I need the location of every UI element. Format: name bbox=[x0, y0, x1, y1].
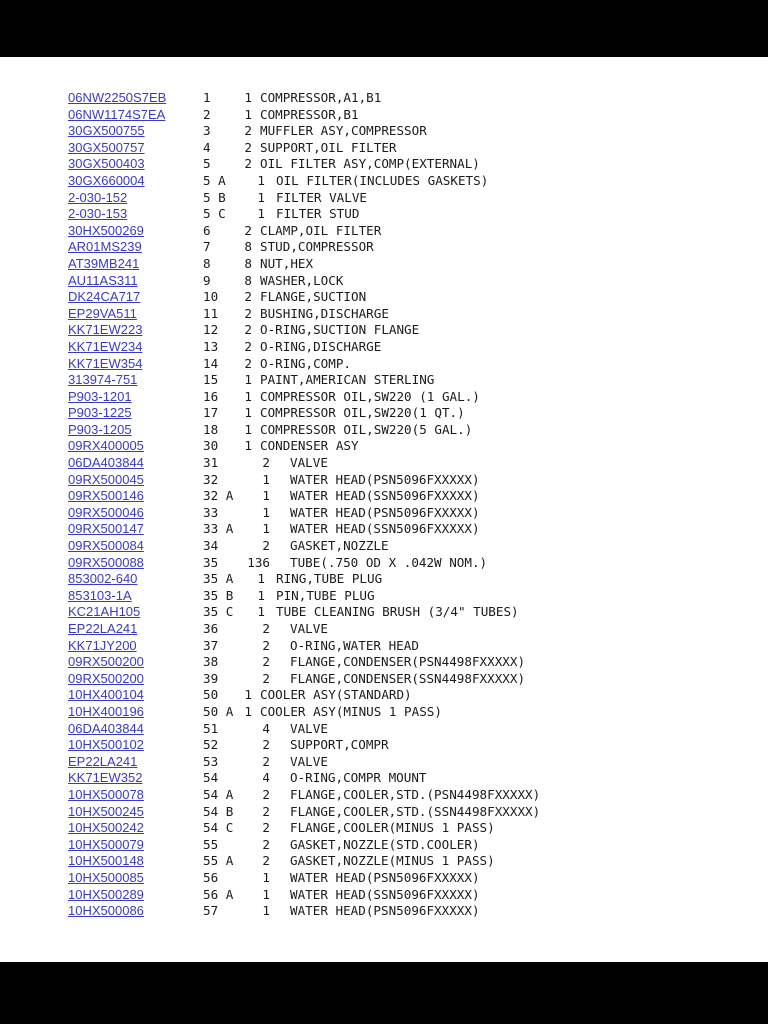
description: MUFFLER ASY,COMPRESSOR bbox=[260, 123, 427, 139]
table-row bbox=[68, 389, 768, 406]
part-number-link[interactable]: 10HX500289 bbox=[68, 886, 144, 902]
quantity: 1 bbox=[244, 90, 252, 105]
item-number: 39 bbox=[203, 670, 219, 686]
part-number-link[interactable]: AU11AS311 bbox=[68, 272, 138, 288]
quantity: 2 bbox=[244, 355, 252, 371]
item-number: 55 bbox=[203, 836, 219, 852]
quantity: 1 bbox=[244, 703, 252, 719]
quantity: 1 bbox=[244, 687, 252, 703]
description: VALVE bbox=[290, 753, 328, 769]
quantity: 2 bbox=[244, 123, 252, 139]
item-number: 6 bbox=[203, 222, 211, 238]
description: OIL FILTER(INCLUDES GASKETS) bbox=[276, 172, 489, 188]
description: RING,TUBE PLUG bbox=[276, 571, 383, 587]
table-row bbox=[68, 521, 768, 538]
description: WATER HEAD(SSN5096FXXXXX) bbox=[290, 521, 480, 537]
part-number-link[interactable]: 10HX500086 bbox=[68, 903, 144, 919]
quantity: 2 bbox=[262, 820, 270, 836]
table-row bbox=[68, 538, 768, 555]
description: FLANGE,COOLER(MINUS 1 PASS) bbox=[290, 820, 495, 836]
document-page bbox=[0, 57, 768, 962]
part-number-link[interactable]: 06DA403844 bbox=[68, 720, 144, 736]
part-number-link[interactable]: P903-1205 bbox=[68, 421, 132, 437]
part-number-link[interactable]: 10HX500079 bbox=[68, 836, 144, 852]
table-row bbox=[68, 638, 768, 655]
table-row bbox=[68, 687, 768, 704]
item-number: 32 bbox=[203, 471, 219, 487]
table-row bbox=[68, 455, 768, 472]
quantity: 8 bbox=[244, 239, 252, 255]
table-row bbox=[68, 704, 768, 721]
part-number-link[interactable]: 10HX500148 bbox=[68, 853, 144, 869]
description: FILTER VALVE bbox=[276, 189, 367, 205]
table-row bbox=[68, 604, 768, 621]
description: VALVE bbox=[290, 720, 328, 736]
part-number-link[interactable]: 2-030-152 bbox=[68, 189, 128, 205]
part-number-link[interactable]: EP22LA241 bbox=[68, 621, 138, 636]
part-number-link[interactable]: 09RX400005 bbox=[68, 438, 144, 454]
table-row bbox=[68, 156, 768, 173]
table-row bbox=[68, 339, 768, 356]
table-row bbox=[68, 422, 768, 439]
description: FILTER STUD bbox=[276, 206, 360, 222]
table-row bbox=[68, 123, 768, 140]
description: COMPRESSOR,A1,B1 bbox=[260, 90, 382, 105]
table-row bbox=[68, 555, 768, 572]
part-number-link[interactable]: EP22LA241 bbox=[68, 753, 138, 769]
table-row bbox=[68, 356, 768, 373]
quantity: 1 bbox=[262, 903, 270, 919]
description: VALVE bbox=[290, 621, 328, 636]
part-number-link[interactable]: DK24CA717 bbox=[68, 289, 141, 305]
table-row bbox=[68, 173, 768, 190]
quantity: 2 bbox=[262, 853, 270, 869]
part-number-link[interactable]: 10HX400104 bbox=[68, 687, 144, 703]
item-number: 37 bbox=[203, 637, 219, 653]
part-number-link[interactable]: 30GX660004 bbox=[68, 172, 145, 188]
table-row bbox=[68, 903, 768, 920]
description: COMPRESSOR,B1 bbox=[260, 106, 359, 122]
description: BUSHING,DISCHARGE bbox=[260, 305, 389, 321]
part-number-link[interactable]: EP29VA511 bbox=[68, 305, 137, 321]
quantity: 1 bbox=[244, 405, 252, 421]
description: WATER HEAD(PSN5096FXXXXX) bbox=[290, 471, 480, 487]
part-number-link[interactable]: 30HX500269 bbox=[68, 222, 144, 238]
item-number: 35 bbox=[203, 554, 219, 570]
part-number-link[interactable]: 313974-751 bbox=[68, 372, 138, 388]
item-number: 50 A bbox=[203, 703, 234, 719]
table-row bbox=[68, 737, 768, 754]
quantity: 1 bbox=[262, 471, 270, 487]
quantity: 2 bbox=[262, 654, 270, 670]
table-row bbox=[68, 372, 768, 389]
quantity: 1 bbox=[257, 604, 265, 620]
item-number: 31 bbox=[203, 455, 219, 471]
part-number-link[interactable]: 09RX500147 bbox=[68, 521, 144, 537]
table-row bbox=[68, 671, 768, 688]
description: OIL FILTER ASY,COMP(EXTERNAL) bbox=[260, 156, 480, 172]
part-number-link[interactable]: 10HX500085 bbox=[68, 869, 144, 885]
item-number: 4 bbox=[203, 139, 211, 155]
quantity: 2 bbox=[244, 156, 252, 172]
item-number: 9 bbox=[203, 272, 211, 288]
item-number: 33 bbox=[203, 504, 219, 520]
quantity: 2 bbox=[262, 670, 270, 686]
part-number-link[interactable]: 06NW2250S7EB bbox=[68, 90, 167, 105]
description: WATER HEAD(SSN5096FXXXXX) bbox=[290, 488, 480, 504]
item-number: 3 bbox=[203, 123, 211, 139]
quantity: 1 bbox=[257, 172, 265, 188]
description: FLANGE,CONDENSER(PSN4498FXXXXX) bbox=[290, 654, 526, 670]
quantity: 1 bbox=[244, 388, 252, 404]
item-number: 7 bbox=[203, 239, 211, 255]
part-number-link[interactable]: KC21AH105 bbox=[68, 604, 141, 620]
quantity: 1 bbox=[244, 372, 252, 388]
item-number: 36 bbox=[203, 621, 219, 636]
quantity: 2 bbox=[262, 836, 270, 852]
item-number: 17 bbox=[203, 405, 219, 421]
description: O-RING,DISCHARGE bbox=[260, 338, 382, 354]
description: VALVE bbox=[290, 455, 328, 471]
part-number-link[interactable]: 09RX500046 bbox=[68, 504, 144, 520]
table-row bbox=[68, 306, 768, 323]
description: GASKET,NOZZLE(MINUS 1 PASS) bbox=[290, 853, 495, 869]
item-number: 54 A bbox=[203, 786, 234, 802]
table-row bbox=[68, 787, 768, 804]
description: COOLER ASY(STANDARD) bbox=[260, 687, 412, 703]
description: O-RING,COMPR MOUNT bbox=[290, 770, 427, 786]
table-row bbox=[68, 405, 768, 422]
part-number-link[interactable]: KK71EW352 bbox=[68, 770, 143, 786]
part-number-link[interactable]: 30GX500757 bbox=[68, 139, 145, 155]
item-number: 1 bbox=[203, 90, 211, 105]
description: PAINT,AMERICAN STERLING bbox=[260, 372, 435, 388]
item-number: 12 bbox=[203, 322, 219, 338]
table-row bbox=[68, 223, 768, 240]
table-row bbox=[68, 239, 768, 256]
table-row bbox=[68, 887, 768, 904]
table-row bbox=[68, 621, 768, 638]
table-row bbox=[68, 588, 768, 605]
description: COMPRESSOR OIL,SW220(5 GAL.) bbox=[260, 421, 473, 437]
part-number-link[interactable]: 10HX500078 bbox=[68, 786, 144, 802]
item-number: 53 bbox=[203, 753, 219, 769]
quantity: 4 bbox=[262, 770, 270, 786]
table-row bbox=[68, 820, 768, 837]
description: GASKET,NOZZLE bbox=[290, 538, 389, 554]
description: FLANGE,COOLER,STD.(SSN4498FXXXXX) bbox=[290, 803, 541, 819]
quantity: 2 bbox=[262, 455, 270, 471]
description: COOLER ASY(MINUS 1 PASS) bbox=[260, 703, 442, 719]
table-row bbox=[68, 90, 768, 107]
part-number-link[interactable]: 10HX500102 bbox=[68, 737, 144, 753]
quantity: 1 bbox=[244, 106, 252, 122]
quantity: 1 bbox=[257, 206, 265, 222]
item-number: 8 bbox=[203, 255, 211, 271]
part-number-link[interactable]: 09RX500084 bbox=[68, 538, 144, 554]
table-row bbox=[68, 770, 768, 787]
quantity: 1 bbox=[244, 421, 252, 437]
item-number: 10 bbox=[203, 289, 219, 305]
part-number-link[interactable]: 06DA403844 bbox=[68, 455, 144, 471]
description: PIN,TUBE PLUG bbox=[276, 587, 375, 603]
description: STUD,COMPRESSOR bbox=[260, 239, 374, 255]
quantity: 2 bbox=[244, 305, 252, 321]
part-number-link[interactable]: 10HX500245 bbox=[68, 803, 144, 819]
description: GASKET,NOZZLE(STD.COOLER) bbox=[290, 836, 480, 852]
item-number: 14 bbox=[203, 355, 219, 371]
part-number-link[interactable]: 10HX400196 bbox=[68, 703, 144, 719]
item-number: 11 bbox=[203, 305, 219, 321]
item-number: 16 bbox=[203, 388, 219, 404]
table-row bbox=[68, 107, 768, 124]
quantity: 1 bbox=[262, 886, 270, 902]
letterbox-bottom bbox=[0, 962, 768, 1024]
quantity: 1 bbox=[262, 869, 270, 885]
table-row bbox=[68, 289, 768, 306]
table-row bbox=[68, 140, 768, 157]
item-number: 54 bbox=[203, 770, 219, 786]
item-number: 15 bbox=[203, 372, 219, 388]
quantity: 2 bbox=[262, 803, 270, 819]
item-number: 56 bbox=[203, 869, 219, 885]
description: FLANGE,COOLER,STD.(PSN4498FXXXXX) bbox=[290, 786, 541, 802]
part-number-link[interactable]: 2-030-153 bbox=[68, 206, 128, 222]
table-row bbox=[68, 754, 768, 771]
quantity: 2 bbox=[262, 637, 270, 653]
quantity: 2 bbox=[262, 538, 270, 554]
letterbox-top bbox=[0, 0, 768, 57]
table-row bbox=[68, 256, 768, 273]
item-number: 52 bbox=[203, 737, 219, 753]
part-number-link[interactable]: 09RX500146 bbox=[68, 488, 144, 504]
part-number-link[interactable]: 30GX500755 bbox=[68, 123, 145, 139]
table-row bbox=[68, 721, 768, 738]
quantity: 2 bbox=[244, 222, 252, 238]
description: WATER HEAD(PSN5096FXXXXX) bbox=[290, 504, 480, 520]
part-number-link[interactable]: P903-1225 bbox=[68, 405, 132, 421]
quantity: 136 bbox=[247, 554, 270, 570]
item-number: 13 bbox=[203, 338, 219, 354]
table-row bbox=[68, 273, 768, 290]
quantity: 1 bbox=[262, 488, 270, 504]
table-row bbox=[68, 190, 768, 207]
description: O-RING,COMP. bbox=[260, 355, 351, 371]
table-row bbox=[68, 438, 768, 455]
quantity: 1 bbox=[244, 438, 252, 454]
description: CONDENSER ASY bbox=[260, 438, 359, 454]
part-number-link[interactable]: 09RX500200 bbox=[68, 670, 144, 686]
table-row bbox=[68, 870, 768, 887]
part-number-link[interactable]: 853103-1A bbox=[68, 587, 132, 603]
part-number-link[interactable]: KK71EW223 bbox=[68, 322, 143, 338]
item-number: 56 A bbox=[203, 886, 234, 902]
table-row bbox=[68, 322, 768, 339]
quantity: 2 bbox=[244, 139, 252, 155]
part-number-link[interactable]: 09RX500088 bbox=[68, 554, 144, 570]
quantity: 4 bbox=[262, 720, 270, 736]
quantity: 2 bbox=[262, 786, 270, 802]
quantity: 2 bbox=[262, 621, 270, 636]
quantity: 8 bbox=[244, 272, 252, 288]
part-number-link[interactable]: AT39MB241 bbox=[68, 255, 140, 271]
table-row bbox=[68, 837, 768, 854]
description: O-RING,SUCTION FLANGE bbox=[260, 322, 420, 338]
item-number: 33 A bbox=[203, 521, 234, 537]
item-number: 35 A bbox=[203, 571, 234, 587]
item-number: 32 A bbox=[203, 488, 234, 504]
description: SUPPORT,OIL FILTER bbox=[260, 139, 397, 155]
item-number: 5 B bbox=[203, 189, 226, 205]
item-number: 57 bbox=[203, 903, 219, 919]
item-number: 38 bbox=[203, 654, 219, 670]
part-number-link[interactable]: KK71JY200 bbox=[68, 637, 137, 653]
part-number-link[interactable]: 10HX500242 bbox=[68, 820, 144, 836]
quantity: 1 bbox=[262, 504, 270, 520]
quantity: 2 bbox=[244, 289, 252, 305]
quantity: 2 bbox=[244, 322, 252, 338]
description: COMPRESSOR OIL,SW220(1 QT.) bbox=[260, 405, 465, 421]
part-number-link[interactable]: 30GX500403 bbox=[68, 156, 145, 172]
quantity: 2 bbox=[262, 753, 270, 769]
description: FLANGE,SUCTION bbox=[260, 289, 367, 305]
description: TUBE(.750 OD X .042W NOM.) bbox=[290, 554, 488, 570]
description: TUBE CLEANING BRUSH (3/4" TUBES) bbox=[276, 604, 519, 620]
item-number: 5 bbox=[203, 156, 211, 172]
quantity: 1 bbox=[262, 521, 270, 537]
quantity: 2 bbox=[244, 338, 252, 354]
table-row bbox=[68, 488, 768, 505]
description: WASHER,LOCK bbox=[260, 272, 344, 288]
item-number: 35 B bbox=[203, 587, 234, 603]
description: COMPRESSOR OIL,SW220 (1 GAL.) bbox=[260, 388, 480, 404]
parts-list bbox=[68, 90, 768, 920]
description: NUT,HEX bbox=[260, 255, 314, 271]
quantity: 1 bbox=[257, 189, 265, 205]
part-number-link[interactable]: 09RX500200 bbox=[68, 654, 144, 670]
part-number-link[interactable]: 06NW1174S7EA bbox=[68, 106, 166, 122]
description: SUPPORT,COMPR bbox=[290, 737, 389, 753]
part-number-link[interactable]: KK71EW234 bbox=[68, 338, 143, 354]
item-number: 2 bbox=[203, 106, 211, 122]
description: CLAMP,OIL FILTER bbox=[260, 222, 382, 238]
quantity: 1 bbox=[257, 587, 265, 603]
table-row bbox=[68, 206, 768, 223]
quantity: 2 bbox=[262, 737, 270, 753]
item-number: 5 C bbox=[203, 206, 226, 222]
table-row bbox=[68, 804, 768, 821]
item-number: 30 bbox=[203, 438, 219, 454]
description: O-RING,WATER HEAD bbox=[290, 637, 419, 653]
item-number: 55 A bbox=[203, 853, 234, 869]
description: WATER HEAD(SSN5096FXXXXX) bbox=[290, 886, 480, 902]
description: WATER HEAD(PSN5096FXXXXX) bbox=[290, 903, 480, 919]
part-number-link[interactable]: P903-1201 bbox=[68, 388, 132, 404]
quantity: 8 bbox=[244, 255, 252, 271]
description: FLANGE,CONDENSER(SSN4498FXXXXX) bbox=[290, 670, 526, 686]
table-row bbox=[68, 853, 768, 870]
part-number-link[interactable]: 853002-640 bbox=[68, 571, 138, 587]
description: WATER HEAD(PSN5096FXXXXX) bbox=[290, 869, 480, 885]
quantity: 1 bbox=[257, 571, 265, 587]
part-number-link[interactable]: 09RX500045 bbox=[68, 471, 144, 487]
table-row bbox=[68, 654, 768, 671]
item-number: 18 bbox=[203, 421, 219, 437]
item-number: 5 A bbox=[203, 172, 226, 188]
table-row bbox=[68, 571, 768, 588]
item-number: 54 C bbox=[203, 820, 234, 836]
item-number: 51 bbox=[203, 720, 219, 736]
item-number: 50 bbox=[203, 687, 219, 703]
item-number: 34 bbox=[203, 538, 219, 554]
part-number-link[interactable]: KK71EW354 bbox=[68, 355, 143, 371]
table-row bbox=[68, 505, 768, 522]
item-number: 54 B bbox=[203, 803, 234, 819]
part-number-link[interactable]: AR01MS239 bbox=[68, 239, 142, 255]
item-number: 35 C bbox=[203, 604, 234, 620]
table-row bbox=[68, 472, 768, 489]
